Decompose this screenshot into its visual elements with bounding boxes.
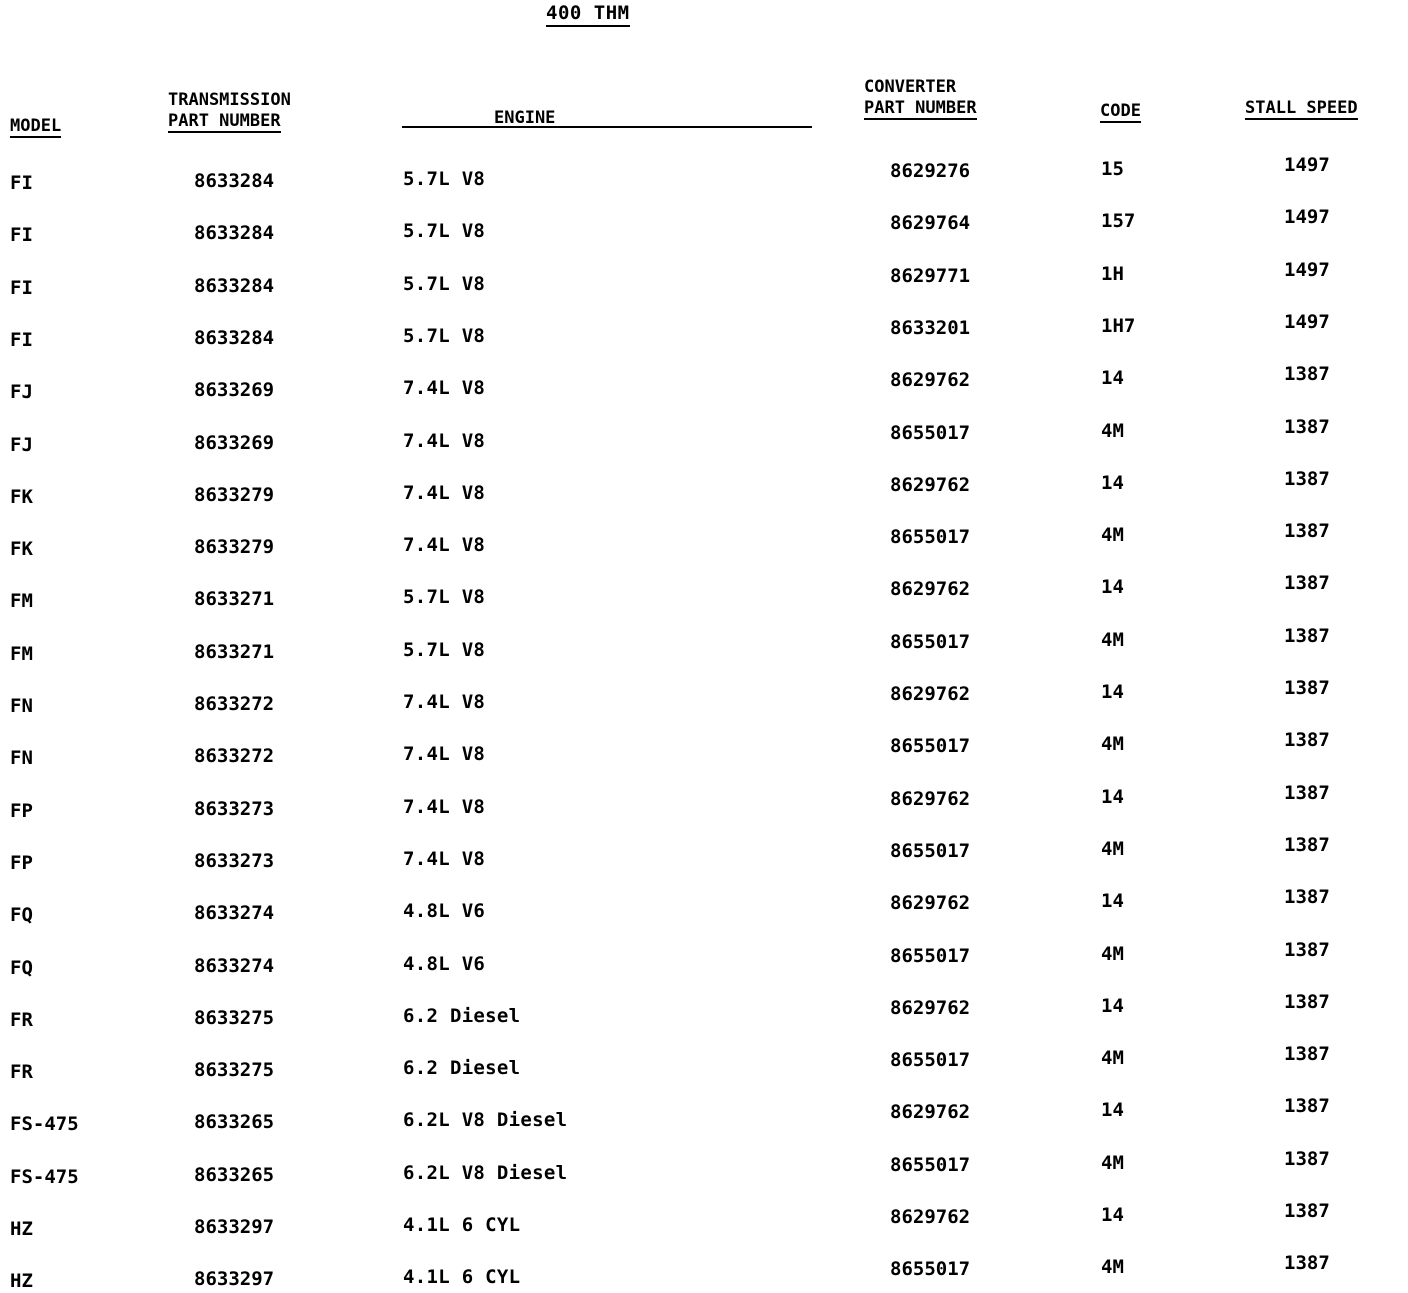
- code-cell: 4M: [1101, 1047, 1124, 1069]
- converter-part-number-cell: 8655017: [890, 1049, 971, 1071]
- stall-speed-cell: 1387: [1284, 729, 1330, 751]
- table-row: [0, 886, 1408, 927]
- stall-speed-cell: 1387: [1284, 572, 1330, 594]
- header-stall-speed-label: STALL SPEED: [1245, 98, 1358, 118]
- converter-part-number-cell: 8655017: [890, 422, 971, 444]
- header-code-label: CODE: [1100, 101, 1141, 121]
- header-converter-line1: CONVERTER: [864, 77, 957, 97]
- engine-cell: 6.2L V8 Diesel: [403, 1109, 568, 1131]
- stall-speed-cell: 1497: [1284, 154, 1330, 176]
- stall-speed-cell: 1387: [1284, 782, 1330, 804]
- model-cell: FK: [10, 538, 33, 560]
- transmission-part-number-cell: 8633297: [194, 1216, 275, 1238]
- transmission-part-number-cell: 8633273: [194, 798, 275, 820]
- table-row: [0, 625, 1408, 666]
- table-row: [0, 782, 1408, 823]
- engine-cell: 5.7L V8: [403, 639, 486, 661]
- engine-cell: 5.7L V8: [403, 273, 486, 295]
- table-row: [0, 991, 1408, 1032]
- converter-part-number-cell: 8655017: [890, 1258, 971, 1280]
- code-cell: 4M: [1101, 420, 1124, 442]
- stall-speed-cell: 1387: [1284, 1095, 1330, 1117]
- converter-part-number-cell: 8655017: [890, 945, 971, 967]
- engine-cell: 6.2 Diesel: [403, 1005, 521, 1027]
- transmission-part-number-cell: 8633297: [194, 1268, 275, 1290]
- engine-cell: 7.4L V8: [403, 377, 486, 399]
- converter-part-number-cell: 8655017: [890, 840, 971, 862]
- engine-cell: 6.2 Diesel: [403, 1057, 521, 1079]
- stall-speed-cell: 1387: [1284, 939, 1330, 961]
- transmission-part-number-cell: 8633269: [194, 432, 275, 454]
- stall-speed-cell: 1387: [1284, 1252, 1330, 1274]
- model-cell: FJ: [10, 381, 33, 403]
- stall-speed-cell: 1387: [1284, 625, 1330, 647]
- engine-cell: 7.4L V8: [403, 534, 486, 556]
- transmission-part-number-cell: 8633271: [194, 641, 275, 663]
- model-cell: HZ: [10, 1270, 33, 1292]
- converter-part-number-cell: 8655017: [890, 735, 971, 757]
- code-cell: 14: [1101, 995, 1124, 1017]
- transmission-part-number-cell: 8633284: [194, 222, 275, 244]
- transmission-part-number-cell: 8633275: [194, 1007, 275, 1029]
- code-cell: 4M: [1101, 838, 1124, 860]
- engine-cell: 7.4L V8: [403, 743, 486, 765]
- page-title: 400 THM: [546, 2, 630, 27]
- model-cell: FQ: [10, 904, 33, 926]
- table-row: [0, 572, 1408, 613]
- table-row: [0, 834, 1408, 875]
- header-converter: [864, 77, 977, 119]
- stall-speed-cell: 1387: [1284, 416, 1330, 438]
- code-cell: 4M: [1101, 733, 1124, 755]
- converter-part-number-cell: 8629764: [890, 212, 971, 234]
- engine-cell: 5.7L V8: [403, 586, 486, 608]
- stall-speed-cell: 1387: [1284, 886, 1330, 908]
- table-row: [0, 729, 1408, 770]
- code-cell: 14: [1101, 576, 1124, 598]
- table-row: [0, 1095, 1408, 1136]
- transmission-part-number-cell: 8633284: [194, 170, 275, 192]
- converter-part-number-cell: 8629762: [890, 1206, 971, 1228]
- model-cell: FS-475: [10, 1113, 79, 1135]
- engine-cell: 7.4L V8: [403, 796, 486, 818]
- stall-speed-cell: 1387: [1284, 1148, 1330, 1170]
- table-row: [0, 363, 1408, 404]
- stall-speed-cell: 1497: [1284, 259, 1330, 281]
- model-cell: FI: [10, 277, 33, 299]
- table-row: [0, 1043, 1408, 1084]
- header-transmission: [168, 90, 291, 132]
- table-row: [0, 154, 1408, 195]
- converter-part-number-cell: 8629762: [890, 578, 971, 600]
- engine-cell: 4.1L 6 CYL: [403, 1214, 521, 1236]
- header-engine-underline: [402, 126, 812, 128]
- model-cell: HZ: [10, 1218, 33, 1240]
- converter-part-number-cell: 8629762: [890, 369, 971, 391]
- converter-part-number-cell: 8655017: [890, 631, 971, 653]
- table-row: [0, 939, 1408, 980]
- header-transmission-line1: TRANSMISSION: [168, 90, 291, 110]
- code-cell: 14: [1101, 367, 1124, 389]
- code-cell: 4M: [1101, 943, 1124, 965]
- code-cell: 1H: [1101, 263, 1124, 285]
- model-cell: FI: [10, 329, 33, 351]
- code-cell: 4M: [1101, 524, 1124, 546]
- engine-cell: 7.4L V8: [403, 848, 486, 870]
- stall-speed-cell: 1497: [1284, 311, 1330, 333]
- engine-cell: 7.4L V8: [403, 482, 486, 504]
- table-row: [0, 311, 1408, 352]
- code-cell: 1H7: [1101, 315, 1136, 337]
- engine-cell: 4.8L V6: [403, 900, 486, 922]
- stall-speed-cell: 1387: [1284, 520, 1330, 542]
- stall-speed-cell: 1387: [1284, 834, 1330, 856]
- header-stall-speed: [1245, 98, 1358, 119]
- transmission-part-number-cell: 8633265: [194, 1164, 275, 1186]
- model-cell: FP: [10, 852, 33, 874]
- transmission-part-number-cell: 8633272: [194, 745, 275, 767]
- table-row: [0, 416, 1408, 457]
- table-row: [0, 1148, 1408, 1189]
- converter-part-number-cell: 8629762: [890, 997, 971, 1019]
- table-row: [0, 206, 1408, 247]
- converter-part-number-cell: 8629762: [890, 892, 971, 914]
- stall-speed-cell: 1387: [1284, 1043, 1330, 1065]
- engine-cell: 5.7L V8: [403, 168, 486, 190]
- code-cell: 14: [1101, 1099, 1124, 1121]
- code-cell: 14: [1101, 786, 1124, 808]
- code-cell: 4M: [1101, 1152, 1124, 1174]
- table-row: [0, 1200, 1408, 1241]
- converter-part-number-cell: 8655017: [890, 526, 971, 548]
- converter-part-number-cell: 8655017: [890, 1154, 971, 1176]
- converter-part-number-cell: 8629771: [890, 265, 971, 287]
- transmission-part-number-cell: 8633284: [194, 275, 275, 297]
- table-row: [0, 677, 1408, 718]
- stall-speed-cell: 1387: [1284, 468, 1330, 490]
- header-transmission-line2: PART NUMBER: [168, 111, 281, 131]
- engine-cell: 5.7L V8: [403, 325, 486, 347]
- transmission-part-number-cell: 8633265: [194, 1111, 275, 1133]
- table-row: [0, 520, 1408, 561]
- table-row: [0, 468, 1408, 509]
- model-cell: FM: [10, 643, 33, 665]
- stall-speed-cell: 1387: [1284, 991, 1330, 1013]
- converter-part-number-cell: 8629762: [890, 474, 971, 496]
- transmission-part-number-cell: 8633273: [194, 850, 275, 872]
- transmission-part-number-cell: 8633274: [194, 902, 275, 924]
- engine-cell: 7.4L V8: [403, 691, 486, 713]
- model-cell: FQ: [10, 957, 33, 979]
- code-cell: 157: [1101, 210, 1136, 232]
- header-code: [1100, 101, 1141, 122]
- stall-speed-cell: 1387: [1284, 363, 1330, 385]
- transmission-part-number-cell: 8633284: [194, 327, 275, 349]
- engine-cell: 4.8L V6: [403, 953, 486, 975]
- code-cell: 4M: [1101, 1256, 1124, 1278]
- transmission-part-number-cell: 8633274: [194, 955, 275, 977]
- table-row: [0, 1252, 1408, 1293]
- stall-speed-cell: 1387: [1284, 677, 1330, 699]
- header-model: [10, 116, 61, 137]
- model-cell: FR: [10, 1009, 33, 1031]
- engine-cell: 6.2L V8 Diesel: [403, 1162, 568, 1184]
- model-cell: FR: [10, 1061, 33, 1083]
- model-cell: FI: [10, 172, 33, 194]
- model-cell: FN: [10, 695, 33, 717]
- header-converter-line2: PART NUMBER: [864, 98, 977, 118]
- model-cell: FM: [10, 590, 33, 612]
- model-cell: FJ: [10, 434, 33, 456]
- stall-speed-cell: 1387: [1284, 1200, 1330, 1222]
- model-cell: FK: [10, 486, 33, 508]
- code-cell: 14: [1101, 681, 1124, 703]
- transmission-part-number-cell: 8633272: [194, 693, 275, 715]
- engine-cell: 4.1L 6 CYL: [403, 1266, 521, 1288]
- transmission-part-number-cell: 8633271: [194, 588, 275, 610]
- model-cell: FI: [10, 224, 33, 246]
- transmission-part-number-cell: 8633275: [194, 1059, 275, 1081]
- header-engine: ENGINE: [494, 108, 556, 128]
- converter-part-number-cell: 8629762: [890, 683, 971, 705]
- model-cell: FS-475: [10, 1166, 79, 1188]
- converter-part-number-cell: 8629276: [890, 160, 971, 182]
- code-cell: 14: [1101, 1204, 1124, 1226]
- transmission-part-number-cell: 8633269: [194, 379, 275, 401]
- code-cell: 14: [1101, 890, 1124, 912]
- converter-part-number-cell: 8633201: [890, 317, 971, 339]
- stall-speed-cell: 1497: [1284, 206, 1330, 228]
- code-cell: 14: [1101, 472, 1124, 494]
- table-row: [0, 259, 1408, 300]
- code-cell: 15: [1101, 158, 1124, 180]
- transmission-part-number-cell: 8633279: [194, 484, 275, 506]
- transmission-part-number-cell: 8633279: [194, 536, 275, 558]
- converter-part-number-cell: 8629762: [890, 788, 971, 810]
- model-cell: FN: [10, 747, 33, 769]
- converter-part-number-cell: 8629762: [890, 1101, 971, 1123]
- engine-cell: 7.4L V8: [403, 430, 486, 452]
- engine-cell: 5.7L V8: [403, 220, 486, 242]
- model-cell: FP: [10, 800, 33, 822]
- code-cell: 4M: [1101, 629, 1124, 651]
- header-model-label: MODEL: [10, 116, 62, 136]
